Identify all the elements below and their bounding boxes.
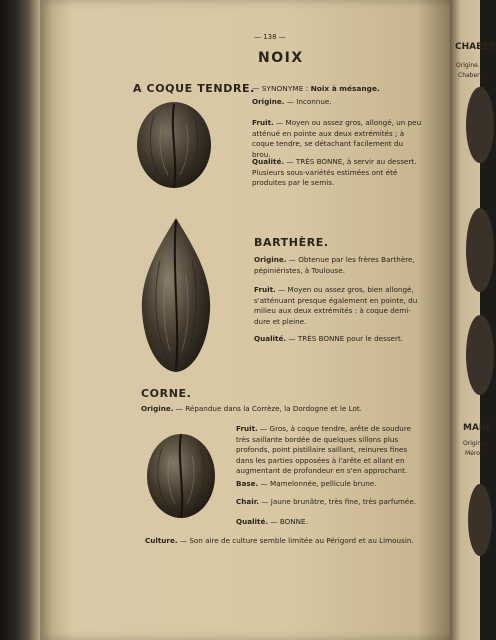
qualite-barthere [254, 334, 424, 345]
qualite-label: Qualité. [236, 517, 269, 526]
base-text: — Mamelonnée, pellicule brune. [260, 479, 377, 488]
page-number: — 138 — [254, 33, 286, 41]
next-page-line2: Chabert [458, 72, 482, 79]
fruit-text: — Moyen ou assez gros, bien allongé, s'atténuant presque également en pointe, du milieu aux deux extrémités : à coque demi-dure et pleine. [254, 285, 418, 326]
fruit-label: Fruit. [254, 285, 276, 294]
origine-label: Origine. [254, 255, 287, 264]
culture-text: — Son aire de culture semble limitée au Périgord et au Limousin. [179, 536, 414, 545]
walnut-corne-illustration [144, 430, 218, 520]
synonyme-line [252, 84, 380, 93]
walnut-coque-tendre-illustration [134, 100, 214, 190]
origine-coque-tendre [252, 97, 422, 108]
qualite-text: — TRÈS BONNE, à servir au dessert. Plusieurs sous-variétés estimées ont été produites par le semis. [252, 157, 417, 188]
fruit-text: — Moyen ou assez gros, allongé, un peu atténué en pointe aux deux extrémités ; à coque tendre, se détachant facilement du brou. [252, 118, 422, 159]
qualite-corne [236, 517, 426, 528]
section-heading-corne: CORNE. [141, 387, 192, 400]
qualite-label: Qualité. [252, 157, 285, 166]
section-heading-barthere: BARTHÈRE. [254, 236, 329, 249]
origine-label: Origine. [252, 97, 285, 106]
origine-text: — Inconnue. [286, 97, 332, 106]
next-page-line1: Origine. [456, 62, 480, 69]
walnut-barthere-illustration [138, 216, 214, 374]
fruit-text: — Gros, à coque tendre, arête de soudure très saillante bordée de quelques sillons plus profonds, point pistillaire saillant, reinures fines dans les parties opposées à l'arête et allant en augmentant de profondeur en s'en approchant. [236, 424, 412, 476]
base-corne [236, 479, 426, 490]
qualite-text: — TRÈS BONNE pour le dessert. [288, 334, 404, 343]
next-page-heading-bottom: MARE [463, 423, 492, 433]
origine-corne [141, 404, 421, 415]
origine-text: — Répandue dans la Corrèze, la Dordogne et le Lot. [175, 404, 362, 413]
fruit-coque-tendre [252, 118, 422, 160]
fruit-barthere [254, 285, 424, 327]
page-title: NOIX [258, 50, 304, 66]
qualite-coque-tendre [252, 157, 422, 189]
section-heading-coque-tendre: A COQUE TENDRE. [133, 82, 255, 95]
next-page-line3: Origine. [463, 440, 487, 447]
fruit-corne [236, 424, 426, 477]
origine-text: — Obtenue par les frères Barthère, pépiniéristes, à Toulouse. [254, 255, 415, 275]
chair-text: — Jaune brunâtre, très fine, très parfumée. [261, 497, 417, 506]
fruit-label: Fruit. [252, 118, 274, 127]
synonyme-label: — SYNONYME : [252, 84, 309, 93]
qualite-text: — BONNE. [270, 517, 308, 526]
next-page-line4: Mérou [465, 450, 484, 457]
origine-barthere [254, 255, 424, 276]
origine-label: Origine. [141, 404, 174, 413]
culture-label: Culture. [145, 536, 178, 545]
book-spine-left [0, 0, 40, 640]
adjacent-walnut-illustrations [458, 80, 480, 560]
fruit-label: Fruit. [236, 424, 258, 433]
next-page-heading-top: CHABER [455, 42, 496, 52]
chair-label: Chair. [236, 497, 259, 506]
base-label: Base. [236, 479, 259, 488]
qualite-label: Qualité. [254, 334, 287, 343]
chair-corne [236, 497, 426, 508]
culture-corne [145, 536, 435, 547]
synonyme-value: Noix à mésange. [310, 84, 380, 93]
